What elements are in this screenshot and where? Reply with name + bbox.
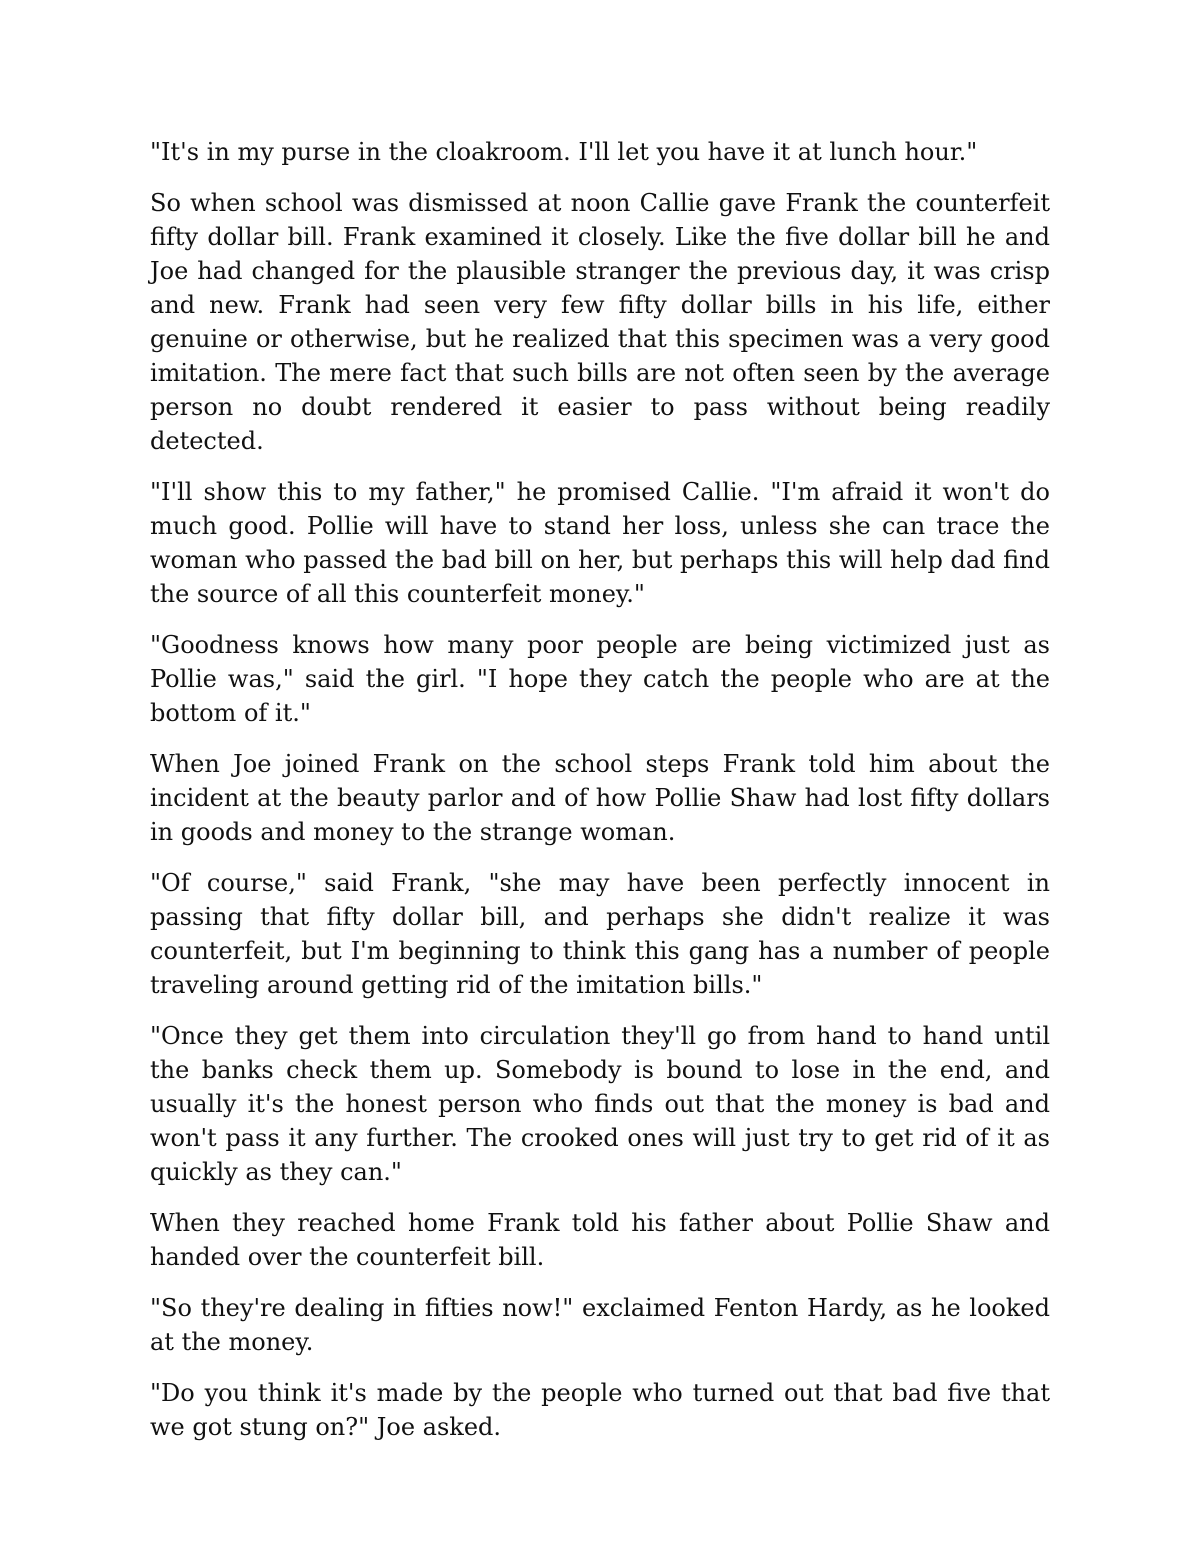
paragraph: When they reached home Frank told his father about Pollie Shaw and handed over the counterfeit bill. — [150, 1209, 1050, 1271]
paragraph: "Do you think it's made by the people who turned out that bad five that we got stung on?" Joe asked. — [150, 1379, 1050, 1441]
paragraph: "It's in my purse in the cloakroom. I'll let you have it at lunch hour." — [150, 138, 978, 166]
paragraph: "Once they get them into circulation they'll go from hand to hand until the banks check them up. Somebody is bound to lose in the end, and usually it's the honest person who finds out that the money is bad and won't pass it any further. The crooked ones will just try to get rid of it as quickly as they can." — [150, 1022, 1050, 1186]
paragraph: "I'll show this to my father," he promised Callie. "I'm afraid it won't do much good. Pollie will have to stand her loss, unless she can trace the woman who passed the bad bill on her, but perhaps this will help dad find the source of all this counterfeit money." — [150, 478, 1050, 608]
paragraph: "Goodness knows how many poor people are being victimized just as Pollie was," said the girl. "I hope they catch the people who are at the bottom of it." — [150, 631, 1050, 727]
paragraph: So when school was dismissed at noon Callie gave Frank the counterfeit fifty dollar bill. Frank examined it closely. Like the five dollar bill he and Joe had changed for the plausible stranger the previous day, it was crisp and new. Frank had seen very few fifty dollar bills in his life, either genuine or otherwise, but he realized that this specimen was a very good imitation. The mere fact that such bills are not often seen by the average person no doubt rendered it easier to pass without being readily detected. — [150, 189, 1050, 455]
paragraph: When Joe joined Frank on the school steps Frank told him about the incident at the beauty parlor and of how Pollie Shaw had lost fifty dollars in goods and money to the strange woman. — [150, 750, 1050, 846]
paragraph: "Of course," said Frank, "she may have been perfectly innocent in passing that fifty dollar bill, and perhaps she didn't realize it was counterfeit, but I'm beginning to think this gang has a number of people traveling around getting rid of the imitation bills." — [150, 869, 1050, 999]
paragraph: "So they're dealing in fifties now!" exclaimed Fenton Hardy, as he looked at the money. — [150, 1294, 1050, 1356]
paragraph-list — [150, 135, 1050, 1444]
